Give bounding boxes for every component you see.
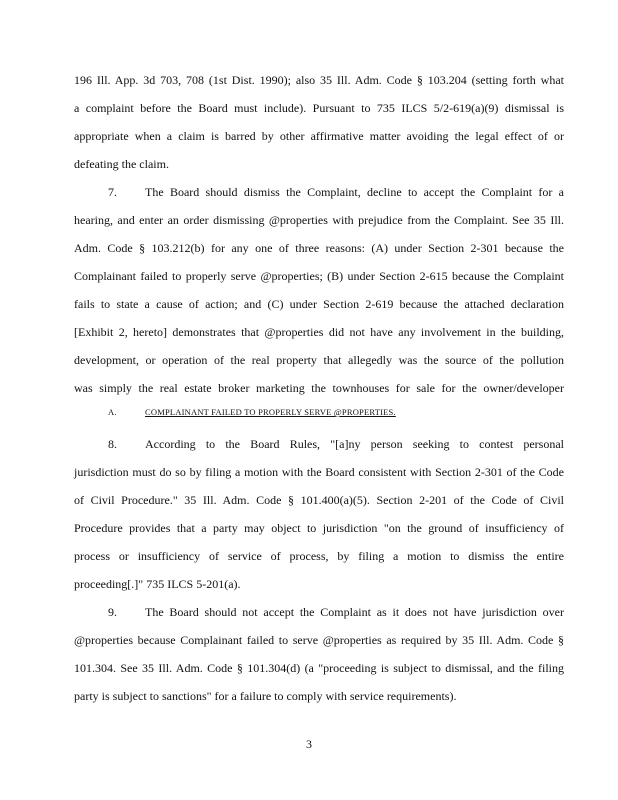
text-line: process or insufficiency of service of process, by filing a motion to dismiss the entire: [74, 549, 564, 563]
text-line: 101.304. See 35 Ill. Adm. Code § 101.304(d) (a "proceeding is subject to dismissal, and the filing: [74, 661, 564, 675]
text-line: jurisdiction must do so by filing a motion with the Board consistent with Section 2-301 of the Code: [74, 465, 564, 479]
heading-letter: A.: [108, 407, 117, 417]
text-line: [Exhibit 2, hereto] demonstrates that @properties did not have any involvement in the building,: [74, 325, 564, 339]
section-heading: [108, 407, 396, 417]
paragraph-number: 8.: [108, 437, 117, 451]
text-line: development, or operation of the real property that allegedly was the source of the pollution: [74, 353, 564, 367]
text-line: was simply the real estate broker marketing the townhouses for sale for the owner/developer: [74, 381, 564, 395]
text-line: appropriate when a claim is barred by other affirmative matter avoiding the legal effect of or: [74, 129, 564, 143]
text-line: defeating the claim.: [74, 157, 169, 171]
text-line: of Civil Procedure." 35 Ill. Adm. Code § 101.400(a)(5). Section 2-201 of the Code of Civil: [74, 493, 564, 507]
paragraph-number: 7.: [108, 185, 117, 199]
text-line: @properties because Complainant failed to serve @properties as required by 35 Ill. Adm. Code §: [74, 633, 564, 647]
text-line: 196 Ill. App. 3d 703, 708 (1st Dist. 1990); also 35 Ill. Adm. Code § 103.204 (setting forth what: [74, 73, 564, 87]
heading-text: COMPLAINANT FAILED TO PROPERLY SERVE @PROPERTIES.: [145, 407, 396, 417]
text-line: hearing, and enter an order dismissing @properties with prejudice from the Complaint. See 35 Ill.: [74, 213, 564, 227]
text-line: According to the Board Rules, "[a]ny person seeking to contest personal: [145, 437, 564, 451]
text-line: Adm. Code § 103.212(b) for any one of three reasons: (A) under Section 2-301 because the: [74, 241, 564, 255]
paragraph-9-first-line: [108, 605, 564, 619]
page-number: 3: [306, 737, 312, 751]
text-line: proceeding[.]" 735 ILCS 5-201(a).: [74, 577, 241, 591]
text-line: party is subject to sanctions" for a failure to comply with service requirements).: [74, 689, 457, 703]
paragraph-8-first-line: [108, 437, 564, 451]
text-line: The Board should not accept the Complaint as it does not have jurisdiction over: [145, 605, 564, 619]
text-line: Complainant failed to properly serve @properties; (B) under Section 2-615 because the Complaint: [74, 269, 564, 283]
text-line: The Board should dismiss the Complaint, decline to accept the Complaint for a: [145, 185, 564, 199]
paragraph-7-first-line: [108, 185, 564, 199]
text-line: fails to state a cause of action; and (C) under Section 2-619 because the attached declaration: [74, 297, 564, 311]
paragraph-number: 9.: [108, 605, 117, 619]
text-line: a complaint before the Board must include). Pursuant to 735 ILCS 5/2-619(a)(9) dismissal is: [74, 101, 564, 115]
text-line: Procedure provides that a party may object to jurisdiction "on the ground of insufficiency of: [74, 521, 564, 535]
